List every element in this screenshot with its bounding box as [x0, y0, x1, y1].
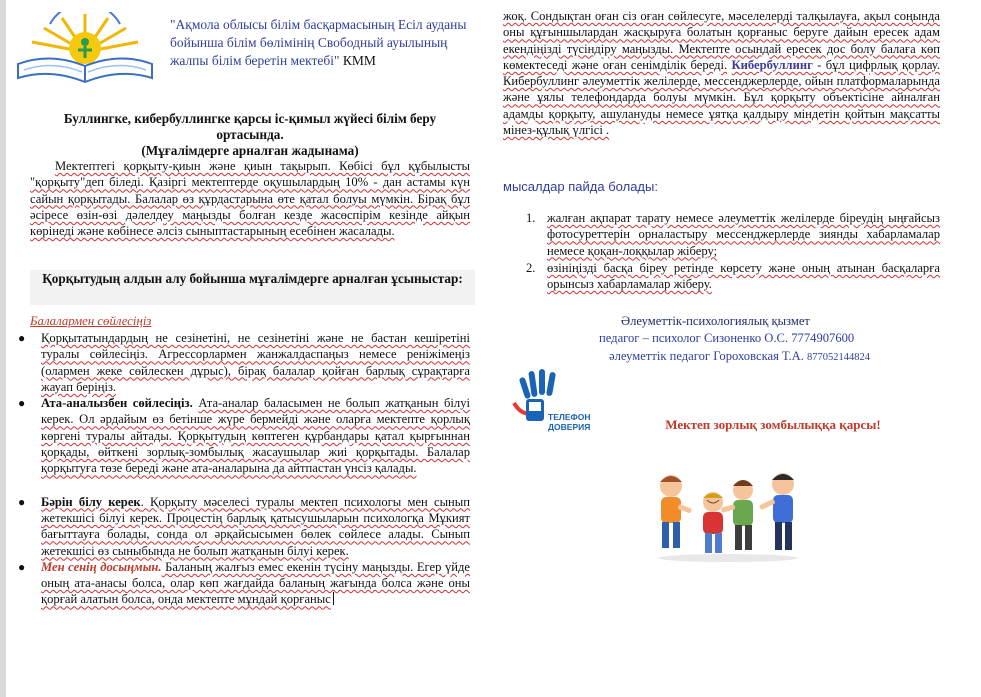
text-cursor: [333, 592, 334, 605]
figure-head: [81, 38, 89, 46]
helpline-line2: ДОВЕРИЯ: [548, 422, 591, 432]
school-logo: [10, 12, 160, 86]
item-lead: Ата-аналызбен сөйлесіңіз.: [41, 396, 193, 411]
helpline-logo: [508, 363, 600, 435]
helpline-line1: ТЕЛЕФОН: [548, 412, 591, 422]
children-illustration: [643, 460, 813, 563]
document-subtitle: (Мұғалімдерге арналған жадынама): [141, 143, 359, 158]
continued-text: жоқ. Сондықтан оған сіз оған сөйлесуге, мәселелерді талқылауға, ақыл соңында оны құғыншылардан жасқыруға болатын қорғаныс беруге дайын ересек адам екендіңізді түсіндіру маңызды. Мектепте осындай ересек дос болу балаға көп көмектеседі және оған сенімділік береді.: [503, 9, 940, 72]
bullet-icon: ●: [18, 494, 26, 509]
item-text: . Қорқыту мәселесі туралы мектеп психологы мен сынып жетекшісі білуі керек. Процестің барлық қатысушыларын психологқа Мұкият бағыттауға болады, сонда ол әрқайсысымен бөлек сөйлесе алады. Сынып жетекшісі өз сыныбында не болып жатқанын білуі керек.: [41, 494, 470, 558]
bullet-icon: ●: [18, 559, 26, 574]
cyberbullying-definition: - бұл цифрлық қорлау. Кибербуллинг әлеуметтік желілерде, мессенджерлерде, ойын платформаларында және ұялы телефондарда болуы мүмкін. Бұл қорқыту объектісіне айналған адамды қорқыту, ашулануды немесе ұятқа қалдыру міндетін қойтын мақсатты мінез-құлық үлгісі .: [503, 57, 940, 138]
item-text: Ата-аналар баласымен не болып жатқанын білуі керек. Ол әрдайым өз бетінше жүре бермейді және оларға мектепте қорлық көргені туралы айтады. Қорқытудың көптеген құрбандары қатал қырғыннан қорқады, өйткені зорлық-зомбылық жасаушылар жиі қорқытады. Балалар қорқытуға төзе береді және ата-аналарына да айтпастан үнсіз қалады.: [41, 396, 470, 476]
list-item: [18, 559, 470, 608]
intro-text: Мектептегі қорқыту-қиын және қиын тақырып. Көбісі бұл құбылысты "қорқыту"деп біледі. Қазіргі мектептерде оқушылардың 10% - дан астамы күн сайын қорқытады. Балалар өз құрдастарына өте қатал болуы мүмкін. Бірақ бұл әсіресе өзін-өзі дәлелдеу маңызды болған кезде жасөспірім кезінде айқын көрінеді және көбінесе әлсіз сыныптастарының есебінен жасалады.: [30, 159, 470, 239]
page-edge: [0, 0, 6, 697]
example-number: 2.: [526, 260, 536, 275]
example-item: [513, 260, 940, 293]
example-number: 1.: [526, 211, 536, 225]
school-name: [170, 16, 470, 70]
example-text: өзініңізді басқа біреу ретінде көрсету және оның атынан басқаларға орынсыз хабарламалар жіберу.: [547, 260, 940, 292]
child-right: [759, 473, 794, 550]
service-title: Әлеуметтік-психологиялық қызмет: [621, 314, 810, 328]
example-text: жалған ақпарат тарату немесе әлеуметтік желілерде біреудің ыңғайсыз фотосуреттерін орналастыру мессенджерлерде зиянды хабарламалар немесе қоқан-лоққылар жіберу;: [547, 211, 940, 258]
list-item: [18, 395, 470, 476]
bullet-icon: ●: [18, 396, 26, 411]
examples-heading: мысалдар пайда болады:: [503, 179, 658, 194]
social-pedagogue-contact: [609, 349, 949, 364]
item-text: Қорқытатындардың не сезінетіні, не сезінетіні және не бастан кешіретіні туралы сөйлесіңіз. Агрессорлармен жанжалдаспаңыз немесе реніжімеңіз (олармен жеке сөйлескен дұрыс), бірақ балалар қойған барлық сұрақтарға жауап беріңіз.: [41, 331, 470, 394]
hand-icon: [519, 369, 556, 399]
cyberbullying-term: Кибербуллинг: [731, 57, 813, 72]
examples-list: [513, 210, 940, 293]
right-column: [503, 8, 940, 693]
school-name-suffix: КММ: [342, 53, 376, 68]
social-pedagogue-name: әлеуметтік педагог Гороховская Т.А.: [609, 349, 804, 363]
motto: Мектеп зорлық зомбылыққа қарсы!: [665, 417, 881, 432]
child-middle: [703, 492, 723, 553]
cyberbullying-paragraph: [503, 8, 940, 138]
item-text: Баланың жалғыз емес екенін түсіну маңызды. Егер үйде оның ата-анасы болса, олар көп жағдайда баланың жағында болса және оны қорғай алатын болса, онда мектепте мұндай қорғаныс: [41, 559, 471, 607]
ground-shadow: [658, 554, 798, 562]
left-column: [10, 8, 472, 693]
example-item: [513, 210, 940, 259]
talk-to-children-heading: Балалармен сөйлесіңіз: [30, 314, 152, 328]
recommendations-list: [18, 330, 470, 608]
school-name-text: "Ақмола облысы білім басқармасының Есіл ауданы бойынша білім бөлімінің Свободный ауылының жалпы білім беретін мектебі": [170, 17, 467, 68]
recommendations-heading: Қорқытудың алдын алу бойынша мұғалімдерге арналған ұсыныстар:: [30, 270, 475, 305]
list-item: [18, 494, 470, 559]
child-middle-right: [721, 480, 753, 550]
phone-screen: [529, 402, 541, 411]
child-left: [660, 475, 692, 548]
intro-paragraph: [30, 158, 470, 239]
item-lead: Мен сенің досыңмын.: [41, 559, 162, 574]
bullet-icon: ●: [18, 331, 26, 345]
social-pedagogue-phone: 87705214482‌4: [807, 352, 871, 363]
psychologist-contact: педагог – психолог Сизоненко О.С. 7774907600: [599, 331, 855, 345]
document-title: Буллингке, кибербуллингке қарсы іс-қимыл жүйесі білім беру ортасында.: [63, 111, 437, 142]
item-lead: Бәрін білу керек: [41, 494, 141, 509]
list-item: [18, 330, 470, 395]
